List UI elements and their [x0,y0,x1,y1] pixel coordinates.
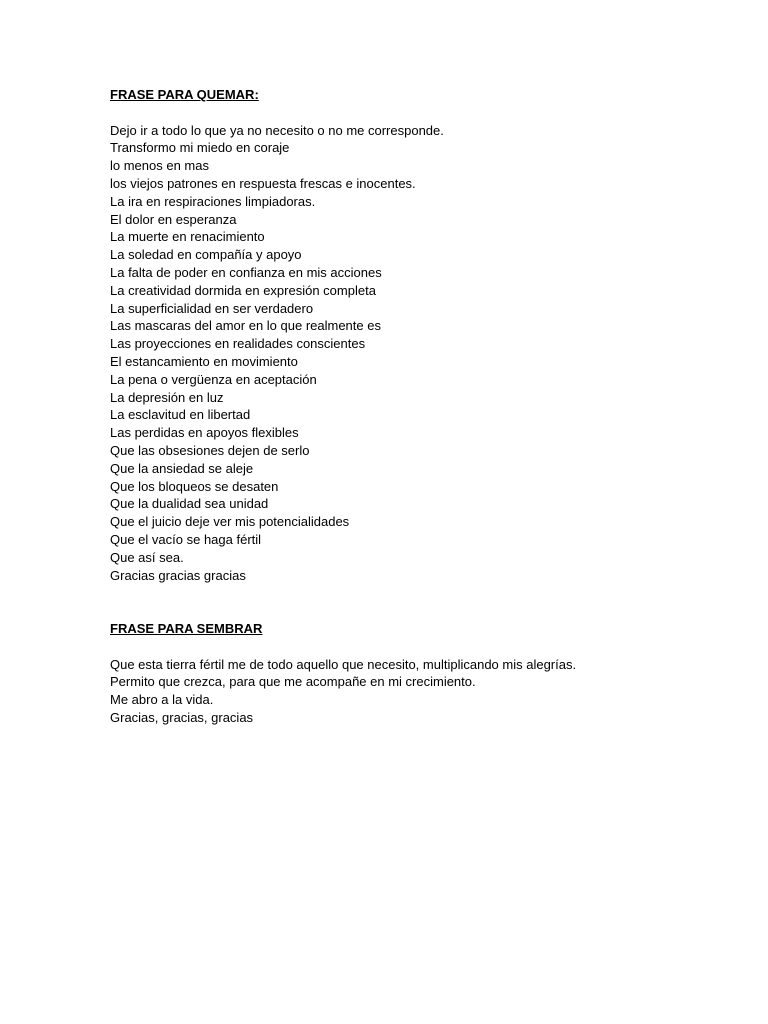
text-line: La depresión en luz [110,389,224,405]
text-line: Dejo ir a todo lo que ya no necesito o no me corresponde. [110,122,444,138]
text-line: Que el vacío se haga fértil [110,531,262,547]
text-line: El dolor en esperanza [110,211,237,227]
text-line: La superficialidad en ser verdadero [110,300,314,316]
text-line: El estancamiento en movimiento [110,353,298,369]
blank-line [110,638,730,656]
text-line: Que la dualidad sea unidad [110,496,269,512]
text-line: Me abro a la vida. [110,692,214,708]
text-line: Que los bloqueos se desaten [110,478,279,494]
text-line: La muerte en renacimiento [110,229,265,245]
text-line: La creatividad dormida en expresión completa [110,282,376,298]
text-line: La esclavitud en libertad [110,407,251,423]
text-line: Que esta tierra fértil me de todo aquello que necesito, multiplicando mis alegrías. [110,656,577,672]
text-line: La ira en respiraciones limpiadoras. [110,193,316,209]
text-line: Permito que crezca, para que me acompañe en mi crecimiento. [110,674,476,690]
section-heading-burn: FRASE PARA QUEMAR: [110,87,259,102]
text-line: Que las obsesiones dejen de serlo [110,442,310,458]
text-line: Que así sea. [110,549,184,565]
text-line: lo menos en mas [110,158,209,174]
blank-line [110,104,730,122]
text-line: Las mascaras del amor en lo que realmente es [110,318,381,334]
text-line: Transformo mi miedo en coraje [110,140,290,156]
text-line: Las proyecciones en realidades conscientes [110,336,366,352]
document-page [110,86,730,727]
text-line: Las perdidas en apoyos flexibles [110,425,299,441]
text-line: Que el juicio deje ver mis potencialidades [110,514,350,530]
text-line: La falta de poder en confianza en mis acciones [110,264,382,280]
text-line: La soledad en compañía y apoyo [110,247,302,263]
text-line: La pena o vergüenza en aceptación [110,371,317,387]
text-line: los viejos patrones en respuesta frescas e inocentes. [110,175,416,191]
text-line: Gracias, gracias, gracias [110,709,254,725]
blank-gap [110,584,730,620]
text-line: Que la ansiedad se aleje [110,460,254,476]
text-line: Gracias gracias gracias [110,567,246,583]
section-heading-sow: FRASE PARA SEMBRAR [110,620,263,636]
